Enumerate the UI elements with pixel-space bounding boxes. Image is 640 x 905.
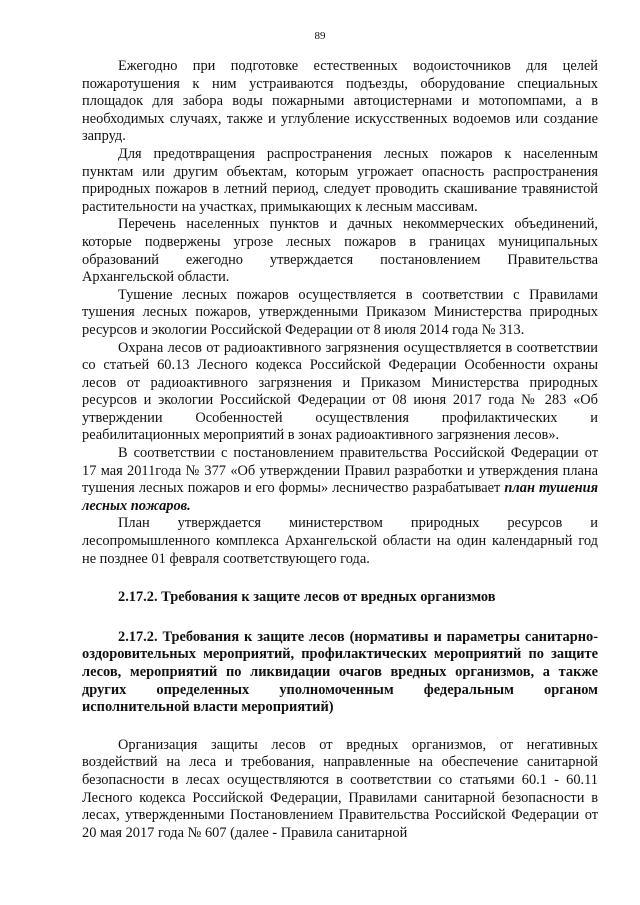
paragraph-protection-organization: Организация защиты лесов от вредных организмов, от негативных воздействий на леса и требования, направленные на обеспечение санитарной безопасности в лесах осуществляются в соответствии со статьями 60.1 - 60.11 Лесного кодекса Российской Федерации, Правилами санитарной безопасности в лесах, утвержденными Постановлением Правительства Российской Федерации от 20 мая 2017 года № 607 (далее - Правила санитарной (82, 736, 598, 841)
paragraph-radioactive-protection: Охрана лесов от радиоактивного загрязнения осуществляется в соответствии со статьей 60.13 Лесного кодекса Российской Федерации Особенности охраны лесов от радиоактивного загрязнения и Приказом Министерства природных ресурсов и экологии Российской Федерации от 08 июня 2017 года № 283 «Об утверждении Особенностей осуществления профилактических и реабилитационных мероприятий в зонах радиоактивного загрязнения лесов». (82, 339, 598, 444)
paragraph-settlements-list: Перечень населенных пунктов и дачных некоммерческих объединений, которые подвержены угрозе лесных пожаров в границах муниципальных образований ежегодно утверждается постановлением Правительства Архангельской области. (82, 216, 598, 286)
paragraph-fire-plan (82, 445, 598, 515)
page-number: 89 (314, 30, 326, 42)
paragraph-fire-prevention: Для предотвращения распространения лесных пожаров к населенным пунктам или другим объектам, которым угрожает опасность распространения природных пожаров в летний период, следует проводить скашивание травянистой растительности на участках, примыкающих к лесным массивам. (82, 145, 598, 215)
paragraph-plan-approval: План утверждается министерством природных ресурсов и лесопромышленного комплекса Архангельской области на один календарный год не позднее 01 февраля соответствующего года. (82, 515, 598, 567)
fire-plan-period: . (187, 497, 191, 514)
document-body (82, 58, 598, 842)
section-heading-pest-protection: 2.17.2. Требования к защите лесов от вредных организмов (118, 589, 496, 606)
paragraph-water-sources: Ежегодно при подготовке естественных водоисточников для целей пожаротушения к ним устраиваются подъезды, оборудование специальных площадок для забора воды пожарными автоцистернами и мотопомпами, а в необходимых случаях, также и углубление искусственных водоемов или создание запруд. (82, 58, 598, 145)
paragraph-fire-extinguishing: Тушение лесных пожаров осуществляется в соответствии с Правилами тушения лесных пожаров, утвержденными Приказом Министерства природных ресурсов и экологии Российской Федерации от 8 июля 2014 года № 313. (82, 286, 598, 338)
section-heading-protection-requirements: 2.17.2. Требования к защите лесов (нормативы и параметры санитарно-оздоровительных мероприятий, профилактических мероприятий по защите лесов, мероприятий по ликвидации очагов вредных организмов, а также других определенных уполномоченным федеральным органом исполнительной власти мероприятий) (82, 628, 598, 716)
paragraph-fire-plan-text: В соответствии с постановлением правительства Российской Федерации от 17 мая 2011года № 377 «Об утверждении Правил разработки и утверждения плана тушения лесных пожаров и его формы» лесничество разрабатывает (82, 445, 598, 497)
fire-plan-emphasis: план тушения лесных пожаров (82, 480, 598, 514)
